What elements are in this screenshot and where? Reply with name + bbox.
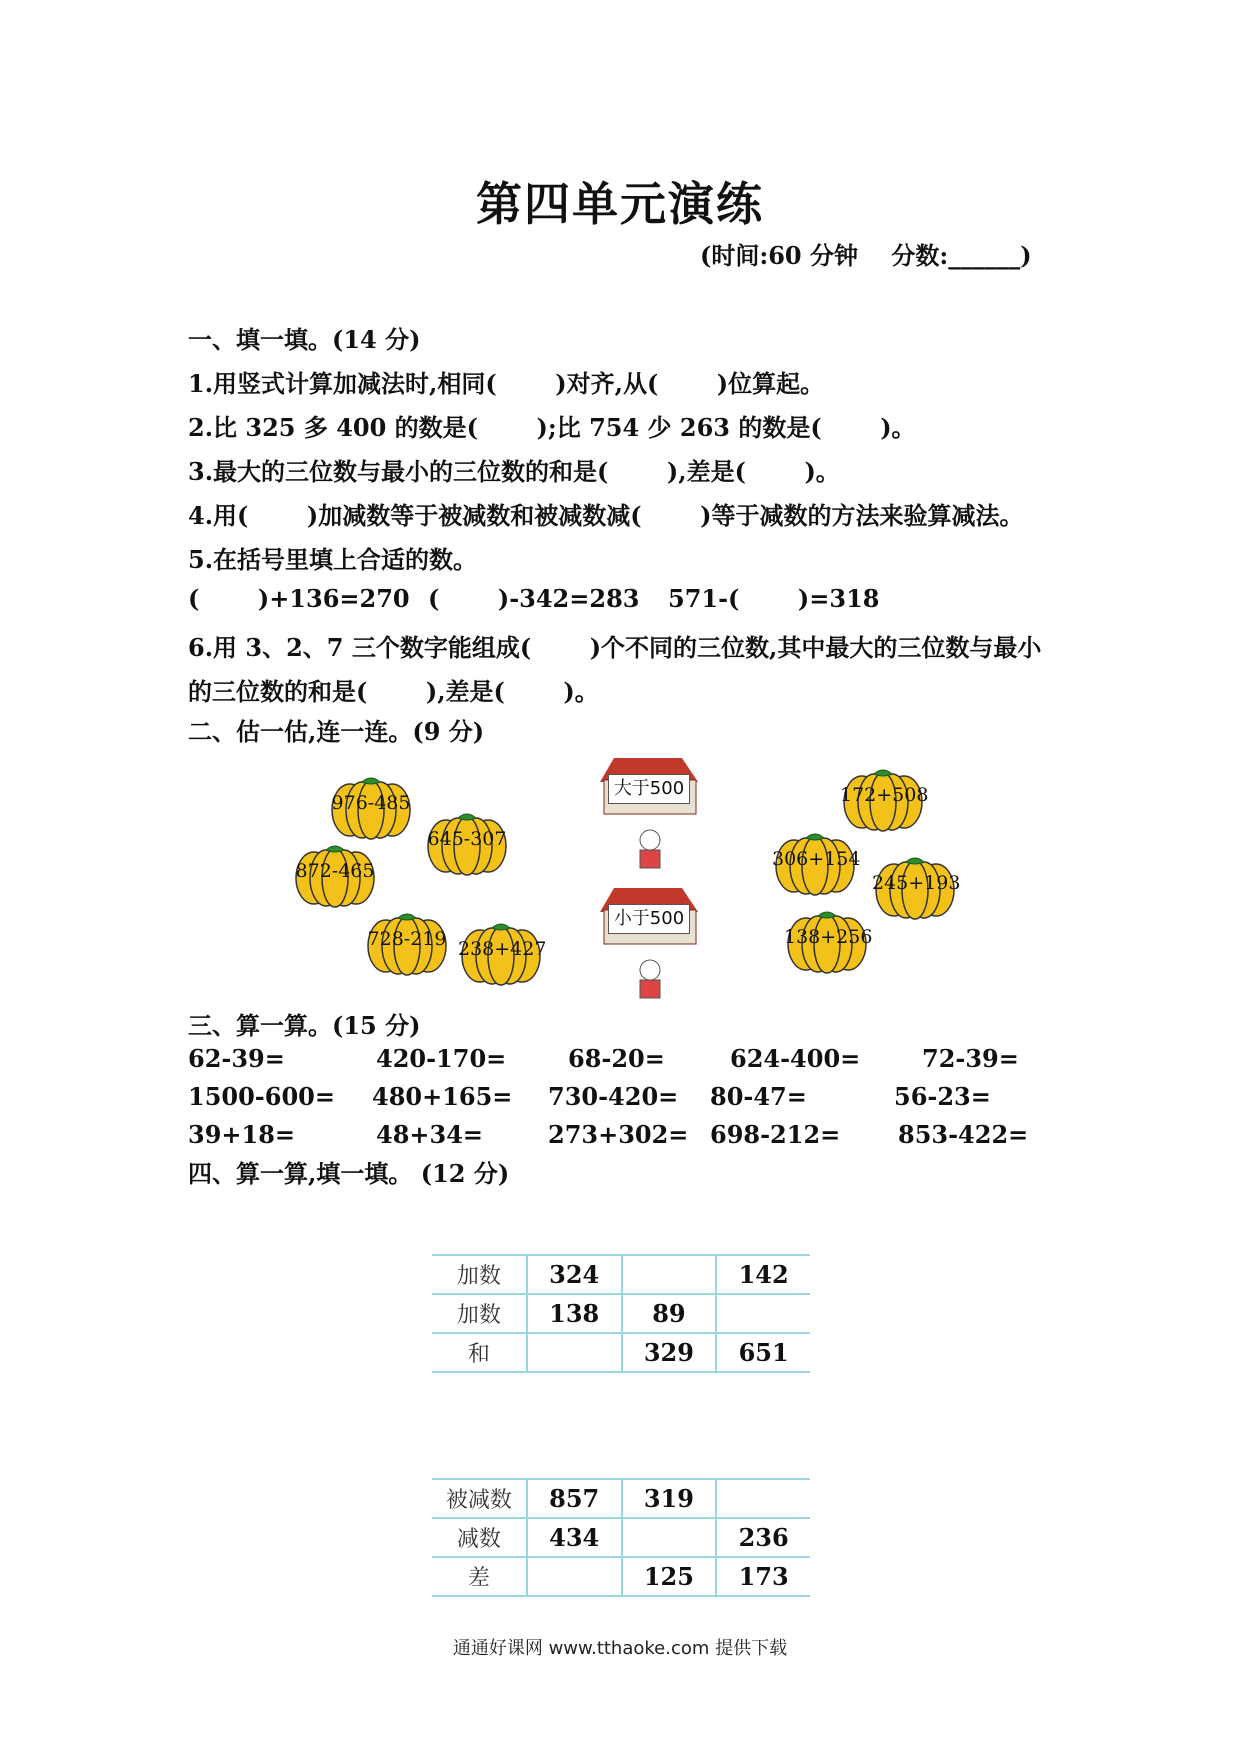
pumpkin-expression: 728-219 <box>367 928 447 950</box>
calc-item: 68-20= <box>568 1044 665 1073</box>
calc-item: 420-170= <box>376 1044 507 1073</box>
house-icon <box>594 752 704 872</box>
pumpkin-left-1 <box>424 808 510 876</box>
table-cell: 138 <box>527 1294 622 1333</box>
pumpkin-expression: 872-465 <box>295 860 375 882</box>
table-cell <box>622 1255 717 1294</box>
pumpkin-expression: 245+193 <box>872 872 961 894</box>
house-label: 小于500 <box>608 904 690 934</box>
footer-credit: 通通好课网 www.tthaoke.com 提供下载 <box>452 1638 788 1659</box>
question-2: 2.比 325 多 400 的数是( );比 754 少 263 的数是( )。 <box>188 413 916 442</box>
table-cell: 319 <box>622 1479 717 1518</box>
pumpkin-left-2 <box>292 840 378 908</box>
question-1: 1.用竖式计算加减法时,相同( )对齐,从( )位算起。 <box>188 369 825 398</box>
section3-heading: 三、算一算。(15 分) <box>188 1011 421 1040</box>
calc-item: 80-47= <box>710 1082 807 1111</box>
table-row <box>432 1333 810 1372</box>
pumpkin-expression: 238+427 <box>458 938 547 960</box>
pumpkin-expression: 645-307 <box>427 828 507 850</box>
row-header: 差 <box>432 1557 527 1596</box>
section4-heading: 四、算一算,填一填。 (12 分) <box>188 1159 510 1188</box>
table-cell <box>527 1557 622 1596</box>
table-cell <box>527 1333 622 1372</box>
section2-heading: 二、估一估,连一连。(9 分) <box>188 717 485 746</box>
table-cell <box>622 1518 717 1557</box>
table-row <box>432 1518 810 1557</box>
pumpkin-right-1 <box>772 828 861 896</box>
calc-item: 62-39= <box>188 1044 285 1073</box>
calc-item: 730-420= <box>548 1082 679 1111</box>
table-cell: 125 <box>622 1557 717 1596</box>
table-cell: 651 <box>716 1333 810 1372</box>
question-6-line2: 的三位数的和是( ),差是( )。 <box>188 677 599 706</box>
pumpkin-right-2 <box>872 852 961 920</box>
pumpkin-expression: 306+154 <box>772 848 861 870</box>
row-header: 减数 <box>432 1518 527 1557</box>
table-row <box>432 1479 810 1518</box>
house-label: 大于500 <box>608 774 690 804</box>
calc-item: 48+34= <box>376 1120 484 1149</box>
question-5: 5.在括号里填上合适的数。 <box>188 545 478 574</box>
row-header: 被减数 <box>432 1479 527 1518</box>
table-row <box>432 1255 810 1294</box>
table-cell: 329 <box>622 1333 717 1372</box>
row-header: 加数 <box>432 1294 527 1333</box>
table-cell <box>716 1479 810 1518</box>
question-6-line1: 6.用 3、2、7 三个数字能组成( )个不同的三位数,其中最大的三位数与最小 <box>188 633 1042 662</box>
table-cell: 173 <box>716 1557 810 1596</box>
question-4: 4.用( )加减数等于被减数和被减数减( )等于减数的方法来验算减法。 <box>188 501 1024 530</box>
table-row <box>432 1294 810 1333</box>
calc-item: 480+165= <box>372 1082 513 1111</box>
calc-item: 1500-600= <box>188 1082 335 1111</box>
pumpkin-expression: 138+256 <box>784 926 873 948</box>
pumpkin-expression: 976-485 <box>331 792 411 814</box>
subtraction-table <box>432 1478 810 1597</box>
calc-item: 624-400= <box>730 1044 861 1073</box>
time-score-line: (时间:60 分钟 分数:______) <box>700 241 1032 270</box>
row-header: 加数 <box>432 1255 527 1294</box>
pumpkin-left-4 <box>458 918 547 986</box>
house-greater-than-500 <box>594 752 704 872</box>
pumpkin-left-3 <box>364 908 450 976</box>
question-5-item: ( )+136=270 <box>188 584 410 613</box>
page-title: 第四单元演练 <box>476 177 764 231</box>
question-3: 3.最大的三位数与最小的三位数的和是( ),差是( )。 <box>188 457 840 486</box>
calc-item: 273+302= <box>548 1120 689 1149</box>
calc-item: 853-422= <box>898 1120 1029 1149</box>
table-row <box>432 1557 810 1596</box>
house-icon <box>594 882 704 1002</box>
table-cell: 324 <box>527 1255 622 1294</box>
question-5-item: 571-( )=318 <box>668 584 880 613</box>
pumpkin-left-0 <box>328 772 414 840</box>
section1-heading: 一、填一填。(14 分) <box>188 325 421 354</box>
calc-item: 698-212= <box>710 1120 841 1149</box>
calc-item: 72-39= <box>922 1044 1019 1073</box>
row-header: 和 <box>432 1333 527 1372</box>
table-cell: 857 <box>527 1479 622 1518</box>
pumpkin-right-3 <box>784 906 873 974</box>
calc-item: 39+18= <box>188 1120 296 1149</box>
table-cell: 434 <box>527 1518 622 1557</box>
house-less-than-500 <box>594 882 704 1002</box>
table-cell: 89 <box>622 1294 717 1333</box>
calc-item: 56-23= <box>894 1082 991 1111</box>
table-cell: 142 <box>716 1255 810 1294</box>
pumpkin-expression: 172+508 <box>840 784 929 806</box>
pumpkin-right-0 <box>840 764 929 832</box>
table-cell: 236 <box>716 1518 810 1557</box>
addition-table <box>432 1254 810 1373</box>
question-5-item: ( )-342=283 <box>428 584 640 613</box>
table-cell <box>716 1294 810 1333</box>
